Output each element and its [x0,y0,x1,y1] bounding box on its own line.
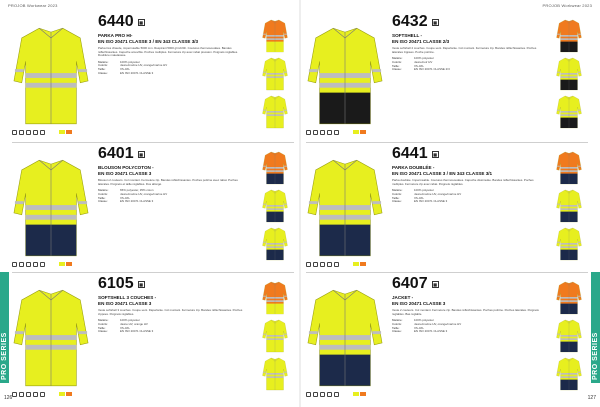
color-variants [252,18,302,132]
care-icons [12,262,72,267]
spec-value: 100% polyester [414,56,434,61]
variant-thumb [252,280,298,316]
spec-value: EN ISO 20471 CLASSE 2/3 [414,67,450,72]
jacket-thumb-icon [252,356,298,392]
spec-key: Taille: [392,195,400,200]
product-name: PARKA PRO HI- [98,33,133,38]
bleach-icon [313,130,318,135]
swatch [360,130,366,134]
product-info [98,276,246,334]
spec-key: Taille: [98,195,106,200]
swatch [360,392,366,396]
spec-value: XS-4XL [414,325,424,330]
jacket-thumb-icon [546,280,592,316]
swatch [360,262,366,266]
product-specs [392,57,540,72]
spec-value: XS-4XL [120,325,130,330]
jacket-thumb-icon [546,18,592,54]
product-number: 6401 [98,145,134,162]
jacket-thumb-icon [546,356,592,392]
divider [12,142,294,143]
variant-thumb [546,18,592,54]
product-image [12,20,90,132]
dry-icon [320,262,325,267]
product-description: Veste softshell 3 couches. Coupe-vent. Déperlante. Col montant. Fermeture zip. Bandes réfléchissantes. Poches zippées. Poignets réglables. [98,308,243,316]
product-6105 [12,276,303,404]
color-swatches [353,130,366,135]
spec-value: XS-4XL [414,63,424,68]
swatch [353,130,359,134]
product-number-row [98,14,246,30]
iron-icon [327,130,332,135]
spec-key: Coloris: [392,321,402,326]
spec-key: Matière: [392,188,403,193]
dryclean-icon [334,392,339,397]
divider [306,142,588,143]
spec-key: Coloris: [98,191,108,196]
spec-key: Taille: [98,67,106,72]
spec-value: EN ISO 20471 CLASSE 3 [120,70,154,75]
spec-value: 100% polyester [120,59,140,64]
product-description: Blouson 2 couleurs. Col montant. Fermeture zip. Bandes réfléchissantes. Poches poitrine avec rabat. Poches latérales. Poignets et taille réglables. Dos allongé. [98,178,238,186]
product-info [392,146,540,204]
iron-icon [327,262,332,267]
color-swatches [59,262,72,267]
folio-left: 126 [4,395,13,401]
product-name: PARKA DOUBLÉE - [392,165,435,170]
product-standard: EN ISO 20471 CLASSE 3 [98,170,152,176]
spec-key: Taille: [392,325,400,330]
spec-value: Jaune/marine HV, orange/marine HV [414,321,462,326]
product-6432 [306,14,597,142]
dry-icon [26,392,31,397]
side-tab-label-right: PRO SERIES [592,332,599,380]
spec-value: Jaune HV, orange HV [120,321,148,326]
product-image [12,282,90,394]
product-standard: EN ISO 20471 CLASSE 3 [98,300,152,306]
jacket-illustration [306,282,384,394]
variant-thumb [252,188,298,224]
spec-value: XS-4XL [120,67,130,72]
jacket-thumb-icon [252,226,298,262]
color-swatches [59,130,72,135]
spec-key: Matière: [98,318,109,323]
product-info [392,14,540,72]
certification-icon: ▦ [139,19,143,25]
spec-key: Classe: [392,329,402,334]
product-number: 6432 [392,13,428,30]
spec-key: Taille: [392,63,400,68]
product-specs [98,61,246,76]
variant-thumb [252,356,298,392]
variant-thumb [252,150,298,186]
jacket-thumb-icon [252,18,298,54]
color-variants [546,280,596,394]
bleach-icon [19,262,24,267]
swatch [66,130,72,134]
swatch [66,262,72,266]
swatch [59,130,65,134]
product-standard: EN ISO 20471 CLASSE 3 [392,300,446,306]
product-specs [392,189,540,204]
spec-key: Matière: [392,318,403,323]
spec-value: Jaune/marine HV, orange/marine HV [120,191,168,196]
care-icons [306,392,366,397]
product-number-row [98,276,246,292]
jacket-thumb-icon [252,56,298,92]
color-variants [546,18,596,132]
wash-icon [306,130,311,135]
side-tab-left [0,272,9,383]
variant-thumb [546,56,592,92]
variant-thumb [546,226,592,262]
jacket-illustration [306,20,384,132]
spec-key: Classe: [98,329,108,334]
product-number: 6440 [98,13,134,30]
spec-value: XS-4XL [414,195,424,200]
color-swatches [353,392,366,397]
bleach-icon [313,262,318,267]
color-variants [252,280,302,394]
product-image [12,152,90,264]
product-number-row [392,276,540,292]
spec-key: Coloris: [392,59,402,64]
swatch [353,262,359,266]
care-icons [12,392,72,397]
certification-icon: ▦ [433,19,437,25]
dryclean-icon [334,130,339,135]
jacket-illustration [12,20,90,132]
swatch [59,392,65,396]
dry-icon [26,262,31,267]
dryclean-icon [40,392,45,397]
iron-icon [33,262,38,267]
jacket-thumb-icon [546,56,592,92]
jacket-thumb-icon [546,226,592,262]
variant-thumb [546,280,592,316]
product-info [98,146,246,204]
spec-value: 100% polyester [414,188,434,193]
product-description: Veste softshell 2 couches. Coupe-vent. Déperlante. Col montant. Fermeture zip. Bandes réfléchissantes. Poches latérales zippées. Poche poitrine. [392,46,537,54]
jacket-illustration [12,152,90,264]
product-6441 [306,146,597,274]
spec-key: Classe: [392,67,402,72]
care-icons [12,130,72,135]
product-image [306,282,384,394]
certification-icon: ▦ [139,151,143,157]
dry-icon [320,392,325,397]
product-number: 6407 [392,275,428,292]
product-info [392,276,540,334]
bleach-icon [313,392,318,397]
product-description: Parka doublée. Imperméable. Coutures thermosoudées. Capuche dissimulée. Bandes réfléchissantes. Poches multiples. Fermeture zip avec rabat. Poignets réglables. [392,178,534,186]
jacket-thumb-icon [546,318,592,354]
iron-icon [33,130,38,135]
spec-key: Matière: [98,59,109,64]
jacket-thumb-icon [546,94,592,130]
dryclean-icon [40,262,45,267]
variant-thumb [546,94,592,130]
variant-thumb [252,56,298,92]
side-tab-label-left: PRO SERIES [1,332,8,380]
variant-thumb [252,318,298,354]
care-icons [306,262,366,267]
product-6401 [12,146,303,274]
swatch [353,392,359,396]
certification-icon: ▦ [139,281,143,287]
product-info [98,14,246,76]
product-image [306,20,384,132]
iron-icon [327,392,332,397]
spec-value: Jaune/marine HV, orange/marine HV [414,191,462,196]
product-name: JACKET - [392,295,414,300]
spec-key: Classe: [392,199,402,204]
wash-icon [306,392,311,397]
wash-icon [12,262,17,267]
product-description: Parka très chaude, imperméable 5000 mm. Respirant 5000 g/m²/24h. Coutures thermosoudées. Bandes réfléchissantes. Capuche amovible. Poches multiples. Fermeture zip avec rabat pression. Poignets réglables. Doublure matelassée. [98,46,238,58]
spec-key: Classe: [98,199,108,204]
product-number-row [392,146,540,162]
certification-icon: ▦ [433,151,437,157]
product-standard: EN ISO 20471 CLASSE 3 / EN 343 CLASSE 3/3 [98,38,199,44]
spec-value: 100% polyester [414,318,434,323]
product-standard: EN ISO 20471 CLASSE 2/3 [392,38,450,44]
spec-value: XS-4XL [120,195,130,200]
product-name: SOFTSHELL - [392,33,423,38]
product-6407 [306,276,597,404]
spec-value: Jaune/noir HV [414,59,433,64]
spec-key: Taille: [98,325,106,330]
spec-key: Coloris: [98,63,108,68]
variant-thumb [252,94,298,130]
product-name: SOFTSHELL 3 COUCHES - [98,295,157,300]
bleach-icon [19,130,24,135]
variant-thumb [546,188,592,224]
spec-value: EN ISO 20471 CLASSE 3 [120,329,154,334]
dry-icon [320,130,325,135]
spec-value: 65% polyester, 35% coton [120,188,154,193]
dry-icon [26,130,31,135]
product-specs [392,319,540,334]
bleach-icon [19,392,24,397]
spec-value: Jaune/marine HV, orange/marine HV [120,63,168,68]
jacket-illustration [12,282,90,394]
dryclean-icon [40,130,45,135]
spec-key: Classe: [98,70,108,75]
product-specs [98,319,246,334]
certification-icon: ▦ [433,281,437,287]
folio-right: 127 [587,395,596,401]
variant-thumb [546,150,592,186]
color-swatches [353,262,366,267]
jacket-thumb-icon [252,150,298,186]
spec-key: Coloris: [392,191,402,196]
wash-icon [12,130,17,135]
swatch [66,392,72,396]
spec-key: Coloris: [98,321,108,326]
product-standard: EN ISO 20471 CLASSE 3 / EN 343 CLASSE 3/1 [392,170,493,176]
spec-value: EN ISO 20471 CLASSE 3 [414,329,448,334]
product-number-row [98,146,246,162]
spec-key: Matière: [392,56,403,61]
variant-thumb [546,318,592,354]
jacket-thumb-icon [252,280,298,316]
color-variants [252,150,302,264]
jacket-thumb-icon [252,188,298,224]
variant-thumb [252,18,298,54]
dryclean-icon [334,262,339,267]
product-6440 [12,14,303,142]
wash-icon [12,392,17,397]
spec-value: EN ISO 20471 CLASSE 3 [414,199,448,204]
wash-icon [306,262,311,267]
variant-thumb [252,226,298,262]
jacket-thumb-icon [546,188,592,224]
header-left: PROJOB Workwear 2023 [8,3,58,8]
color-variants [546,150,596,264]
product-description: Veste 2 couleurs. Col montant. Fermeture zip. Bandes réfléchissantes. Poches poitrine. Poches latérales. Poignets réglables. Bas réglable. [392,308,539,316]
spec-key: Matière: [98,188,109,193]
swatch [59,262,65,266]
color-swatches [59,392,72,397]
jacket-thumb-icon [252,318,298,354]
product-specs [98,189,246,204]
product-image [306,152,384,264]
spec-value: 100% polyester [120,318,140,323]
care-icons [306,130,366,135]
jacket-thumb-icon [252,94,298,130]
product-number: 6105 [98,275,134,292]
jacket-thumb-icon [546,150,592,186]
product-number-row [392,14,540,30]
spec-value: EN ISO 20471 CLASSE 3 [120,199,154,204]
variant-thumb [546,356,592,392]
product-name: BLOUSON POLYCOTON - [98,165,154,170]
iron-icon [33,392,38,397]
header-right: PROJOB Workwear 2023 [542,3,592,8]
jacket-illustration [306,152,384,264]
product-number: 6441 [392,145,428,162]
